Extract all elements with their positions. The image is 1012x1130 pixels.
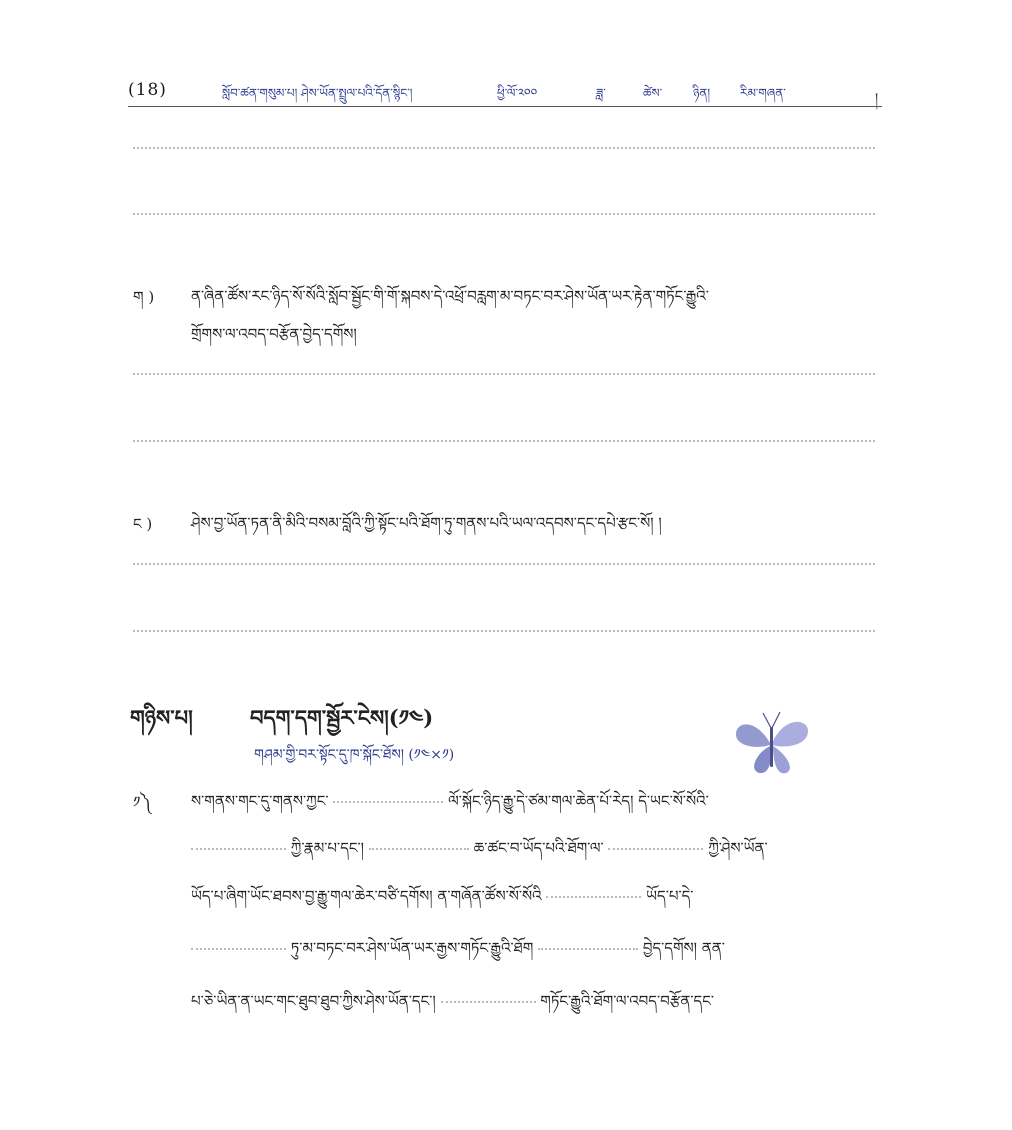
exercise-text: ཆ་ཚང་བ་ཡོད་པའི་ཐོག་ལ་ [473, 839, 604, 857]
exercise-line [191, 932, 725, 974]
exercise-text: ཏུ་མ་བཏང་བར་ཤེས་ཡོན་ཡར་རྒྱས་གཏོང་རྒྱུའི་ཐོག [290, 939, 534, 957]
exercise-text: ཡོད་པ་ཞིག་ཡོང་ཐབས་བྱ་རྒྱུ་གལ་ཆེར་བཙི་དགོས། ན་གཞོན་ཚོས་སོ་སོའི [191, 887, 542, 905]
exercise-text: གཏོང་རྒྱུའི་ཐོག་ལ་འབད་བརྩོན་དང་ [540, 992, 715, 1010]
answer-line[interactable] [133, 563, 875, 565]
fill-blank[interactable] [191, 848, 286, 850]
header-month: ཟླ་ [596, 86, 606, 100]
header-title: སློབ་ཚན་གསུམ་པ། ཤེས་ཡོན་སྤྲུལ་པའི་དོན་སྙིང་། [222, 86, 413, 100]
fill-blank[interactable] [191, 948, 286, 950]
exercise-number: ༡༽ [133, 793, 151, 811]
header-date: ཚེས་ [643, 86, 663, 100]
exercise-text: ནན་ [701, 939, 725, 957]
exercise-text: ཡོད་པ་དེ་ [646, 887, 694, 905]
section-title: གཉིས་པ། [130, 705, 193, 730]
header-year: ཕྱི་ལོ་༢༠༠ [497, 86, 538, 100]
exercise-text: པ་ཅེ་ཡིན་ན་ཡང་གང་ཐུབ་ཐུབ་ཀྱིས་ཤེས་ཡོན་དང་། [191, 992, 436, 1010]
exercise-text: ཀྱི་ཤེས་ཡོན་ [708, 839, 768, 857]
header-name-label: རིམ་གཞན་ [740, 86, 786, 100]
answer-line[interactable] [133, 440, 875, 442]
question-text: ཤེས་བྱ་ཡོན་ཏན་ནི་མིའི་བསམ་བློའི་ཀྱི་སྟོང་པའི་ཐོག་ཏུ་གནས་པའི་ཡལ་འདབས་དང་དཔེ་རྩང་སོ། ། [191, 514, 662, 532]
fill-blank[interactable] [546, 896, 641, 898]
exercise-text: ས་གནས་གང་དུ་གནས་ཀྱང་ [191, 792, 329, 810]
question-number: ག ) [133, 288, 155, 306]
fill-blank[interactable] [441, 1001, 536, 1003]
section-instruction: གཤམ་གྱི་བར་སྟོང་དུ་ཁ་སྐོང་ཐོས། (༡༤×༡) [254, 747, 455, 763]
header-rule [128, 106, 882, 107]
fill-blank[interactable] [369, 848, 469, 850]
fill-blank[interactable] [608, 848, 703, 850]
page-number: (18) [128, 80, 167, 100]
header-end-mark: ། [875, 91, 879, 107]
exercise-text: ཀྱི་རྣམ་པ་དང་། [290, 839, 365, 857]
section-subtitle: བདག་དག་སྦྱོར་ངེས།(༡༤) [250, 705, 434, 730]
fill-blank[interactable] [333, 801, 443, 803]
exercise-line [191, 880, 693, 922]
exercise-line [191, 832, 768, 874]
answer-line[interactable] [133, 630, 875, 632]
header-day: ཉིན། [693, 86, 711, 100]
butterfly-icon [730, 707, 814, 779]
fill-blank[interactable] [538, 948, 638, 950]
answer-line[interactable] [133, 213, 875, 215]
exercise-text: ལོ་སྐོང་ཉིད་རྒྱུ་དེ་ཙམ་གལ་ཆེན་པོ་རེད། དེ་ཡང་སོ་སོའི་ [448, 792, 709, 810]
exercise-line [191, 985, 714, 1027]
question-number: ང ) [133, 515, 153, 533]
exercise-text: བྱེད་དགོས། [642, 939, 702, 957]
question-text: གྲོགས་ལ་འབད་བརྩོན་བྱེད་དགོས། [191, 325, 357, 343]
exercise-line [191, 785, 709, 827]
answer-line[interactable] [133, 147, 875, 149]
question-text: ན་ཞིན་ཚོས་རང་ཉིད་སོ་སོའི་སློབ་སྦྱོང་གི་གོ་སྐབས་དེ་འཕྲོ་བརླག་མ་བཏང་བར་ཤེས་ཡོན་ཡར་རྟེན་གཏོང་རྒྱུའི་ [191, 287, 709, 305]
answer-line[interactable] [133, 373, 875, 375]
